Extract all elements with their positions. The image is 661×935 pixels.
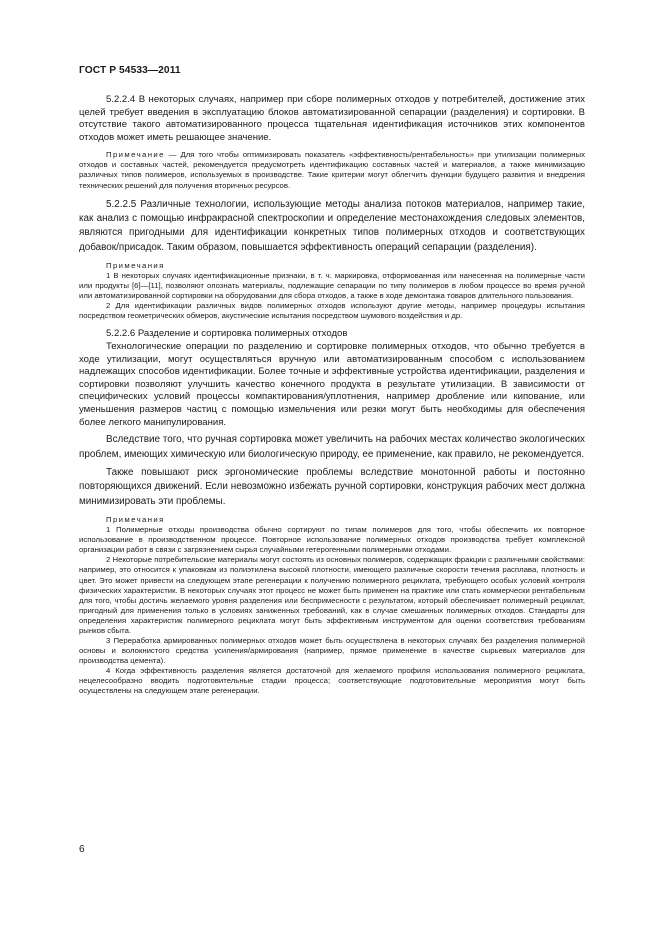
notes-heading: Примечания: [106, 261, 165, 271]
note-item: 3 Переработка армированных полимерных отходов может быть осуществлена в некоторых случаях без разделения полимерной основы и волокнистого средства усиления/армирования (например, прямое применение в качестве сырьевых материалов для производства цемента).: [79, 635, 585, 665]
notes-heading: Примечания: [106, 515, 165, 525]
note-item: 2 Для идентификации различных видов полимерных отходов используют другие методы, например процедуры испытания посредством геометрических обмеров, акустические испытания посредством шумового воздействия и др.: [79, 301, 585, 321]
note-text: — Для того чтобы оптимизировать показатель «эффективность/рентабельность» при утилизации полимерных отходов и составных частей, рекомендуется предусмотреть идентификацию составных частей и материалов, а также минимизацию различных типов полимеров, используемых в производстве. Такие критерии могут облегчить функции будущего развития и внедрения технических решений для получения вторичных ресурсов.: [79, 150, 585, 190]
note-label: Примечание: [106, 150, 165, 160]
page-body: [79, 94, 585, 696]
paragraph-5-2-2-4: 5.2.2.4 В некоторых случаях, например при сборе полимерных отходов у потребителей, достижение этих целей требует введения в эксплуатацию блоков автоматизированной сепарации (разделения) и сортировки. В отсутствие такого автоматизированного процесса тщательная идентификация источников этих компонентов отходов может иметь решающее значение.: [79, 94, 585, 143]
note-item: 4 Когда эффективность разделения является достаточной для желаемого профиля использования полимерного рециклата, нецелесообразно вводить подготовительные стадии процесса; соответствующие подготовительные мероприятия могут быть осуществлены на следующем этапе регенерации.: [79, 665, 585, 696]
note-single: [79, 150, 585, 190]
note-item: 1 В некоторых случаях идентификационные признаки, в т. ч. маркировка, отформованная или нанесенная на полимерные части или продукты [6]—[11], позволяют опознать материалы, подлежащие сепарации по типу полимеров в любом процессе во время ручной или автоматизированной сортировки на оборудовании для сбора отходов, а также в ходе демонтажа товаров длительного пользования.: [79, 271, 585, 301]
paragraph-5-2-2-6-b: Вследствие того, что ручная сортировка может увеличить на рабочих местах количество экологических проблем, имеющих химическую или биологическую природу, ее применение, как правило, не рекомендуется.: [79, 434, 585, 460]
section-title-5-2-2-6: 5.2.2.6 Разделение и сортировка полимерных отходов: [106, 328, 348, 340]
paragraph-5-2-2-5: 5.2.2.5 Различные технологии, использующие методы анализа потоков материалов, например такие, как анализ с помощью инфракрасной спектроскопии и определение местонахождения следовых элементов, являются пригодными для идентификации конкретных типов полимерных отходов и соответствующих добавок/присадок. Таким образом, повышается эффективность операций сепарации (разделения).: [79, 198, 585, 253]
note-item: 2 Некоторые потребительские материалы могут состоять из основных полимеров, содержащих фракции с различными свойствами: например, это относится к упаковкам из полиэтилена высокой плотности, имеющего различные скорости течения расплава, плотность и цвет. Это может привести на следующем этапе регенерации к получению полимерного рециклата, требующего особых условий контроля физических характеристик. В некоторых случаях этот процесс не может быть применен на практике или стать коммерчески рентабельным для того, чтобы достичь желаемого уровня разделения или беспримесности с результатом, который обеспечивает полимерный рециклат, пригодный для применения только в условиях заниженных требований, как в случае смешанных полимерных отходов. Стандарты для определения характеристик полимерного рециклата могут быть эффективным инструментом для оценки соответствия требованиям рынков сбыта.: [79, 555, 585, 635]
paragraph-5-2-2-6-a: Технологические операции по разделению и сортировке полимерных отходов, что обычно требуется в ходе утилизации, могут осуществляться вручную или автоматизированным способом с использованием надлежащих способов идентификации. Более точные и эффективные устройства идентификации, разделения и сортировки позволяют улучшить качество конечного продукта в результате утилизации. В зависимости от специфических условий процессы компактирования/уплотнения, например дробление или кипование, или уменьшения размеров частиц с помощью измельчения или резки могут быть необходимы для обеспечения более легкого манипулирования.: [79, 341, 585, 428]
page-number: 6: [79, 844, 85, 855]
note-item: 1 Полимерные отходы производства обычно сортируют по типам полимеров для того, чтобы обеспечить их повторное использование в производственном процессе. Повторное использование полимерных отходов производства требует комплексной организации работ в связи с загрязнением сырья случайными гетерогенными полимерными отходами.: [79, 525, 585, 555]
paragraph-5-2-2-6-c: Также повышают риск эргономические проблемы вследствие монотонной работы и постоянно повторяющихся движений. Если невозможно избежать ручной сортировки, конструкция рабочих мест должна минимизировать эти проблемы.: [79, 467, 585, 507]
document-header: ГОСТ Р 54533—2011: [79, 65, 181, 76]
